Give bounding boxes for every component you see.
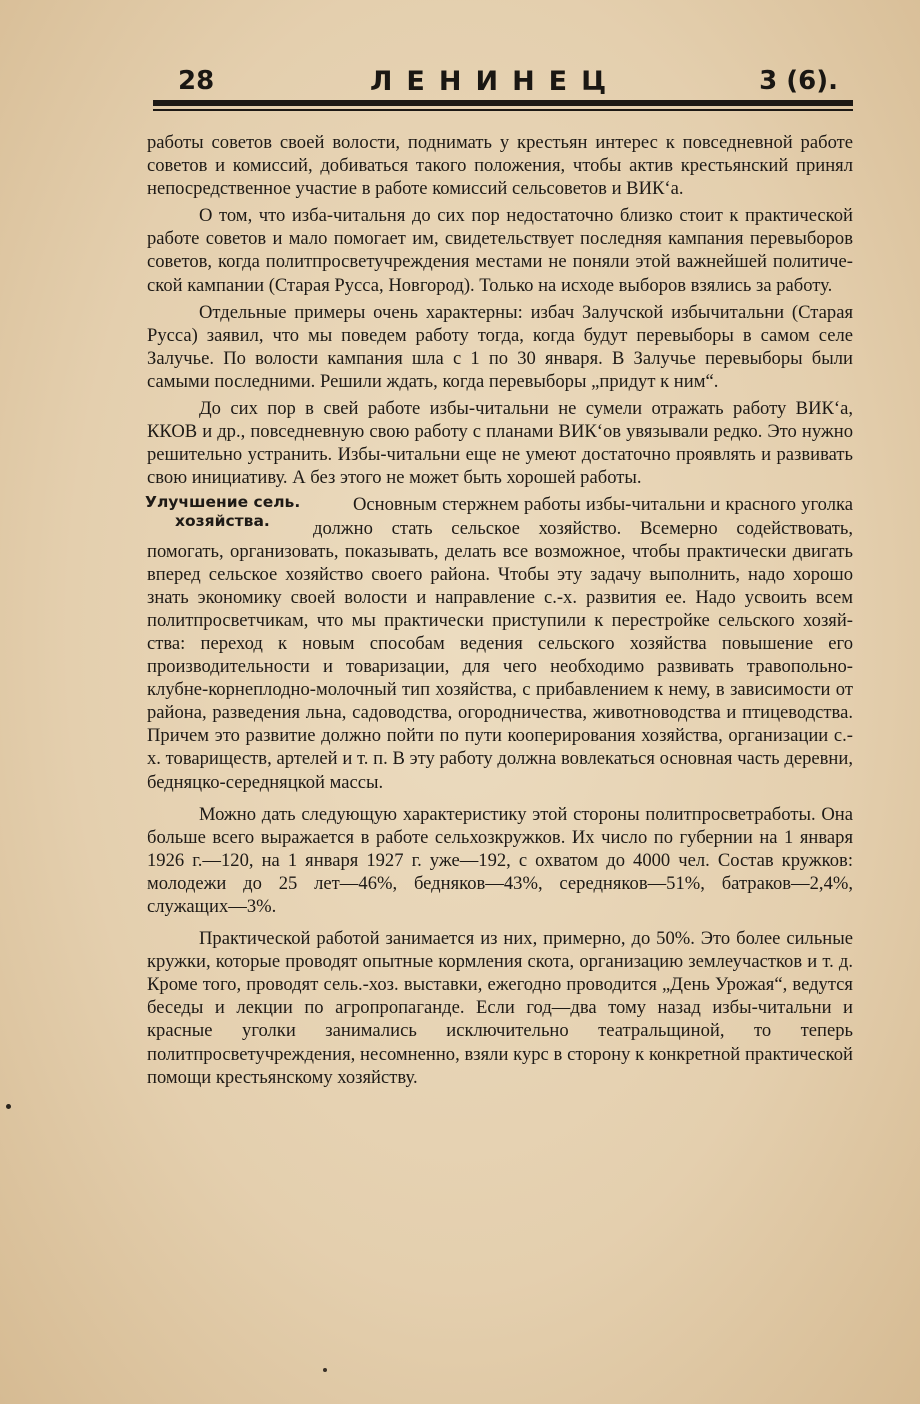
margin-ink-dot: [6, 1104, 11, 1109]
page-number: 28: [178, 66, 215, 96]
paragraph-7: Практической работой занимается из них, примерно, до 50%. Это более сильные кружки, которые проводят опытные кормления скота, организацию землеучастков и т. д. Кроме того, проводят сель.-хоз. выставки, ежегодно проводится „День Урожая“, ведутся беседы и лекции по агропропаганде. Если год—два тому назад избы-читальни и красные уголки занимались исключительно театральщиной, то теперь политпросветучреждения, несомненно, взяли курс в сторону к конкретной практической помощи крестьянскому хозяйству.: [147, 928, 853, 1088]
issue-number: 3 (6).: [759, 66, 838, 96]
paragraph-2: О том, что изба-читальня до сих пор недостаточно близко стоит к практической работе советов и мало помогает им, свидетельствует последняя кампания перевыборов советов, когда политпросветучреждения местами не поняли этой важнейшей политической кампании (Старая Русса, Новгород). Только на исходе выборов взялись за работу.: [147, 205, 853, 296]
page-header: [178, 66, 838, 102]
header-rule-thick: [153, 100, 853, 106]
paragraph-1: работы советов своей волости, поднимать у крестьян интерес к повседневной работе советов и комиссий, добиваться такого положения, чтобы актив крестьянский принял непосредственное участие в работе комиссий сельсоветов и ВИК‘а.: [147, 132, 853, 200]
paragraph-5-rest: Всемерно содействовать, помогать, организовать, показывать, делать все возможное, чтобы практически двигать вперед сельское хозяйство своего района. Чтобы эту задачу выполнить, надо хорошо знать экономику своей волости и направление с.-х. развития ее. Надо усвоить всем политпросветчикам, что мы практически приступили к перестройке сельского хозяйства: переход к новым способам ведения сельского хозяйства повышение его производительности и товаризации, для чего необходимо развивать травопольно-клубне-корнеплодно-молочный тип хозяйства, с прибавлением к нему, в зависимости от района, разведения льна, садоводства, огородничества, животноводства и птицеводства. Причем это развитие должно пойти по пути кооперирования хозяйства, организации с.-х. товариществ, артелей и т. п. В эту работу должна вовлекаться основная часть деревни, бедняцко-середняцкой массы.: [147, 517, 853, 793]
paragraph-6: Можно дать следующую характеристику этой стороны политпросветработы. Она больше всего выражается в работе сельхозкружков. Их число по губернии на 1 января 1926 г.—120, на 1 января 1927 г. уже—192, с охватом до 4000 чел. Состав кружков: молодежи до 25 лет—46%, бедняков—43%, середняков—51%, батраков—2,4%, служащих—3%.: [147, 803, 853, 917]
ink-speck: [323, 1368, 327, 1372]
paragraph-5-lead: Основным стержнем работы избы-читальни и красного уголка должно стать сельское хозяйство.: [313, 494, 853, 539]
side-heading-line-2: хозяйства.: [175, 512, 270, 531]
side-heading-line-1: Улучшение сель.: [145, 493, 301, 512]
paragraph-4: До сих пор в свей работе избы-читальни не сумели отражать работу ВИК‘а, ККОВ и др., повседневную свою работу с планами ВИК‘ов увязывали редко. Это нужно решительно устранить. Избы-читальни еще не умеют достаточно проявлять и развивать свою инициативу. А без этого не может быть хорошей работы.: [147, 398, 853, 489]
article-body: [147, 131, 853, 1093]
section-side-heading: [145, 493, 307, 531]
header-rule-thin: [153, 109, 853, 111]
journal-title: ЛЕНИНЕЦ: [370, 66, 621, 97]
paragraph-5: [147, 493, 853, 793]
paragraph-3: Отдельные примеры очень характерны: избач Залучской избычитальни (Старая Русса) заявил, что мы поведем работу тогда, когда будут перевыборы в самом селе Залучье. По волости кампания шла с 1 по 30 января. В Залучье перевыборы были самыми последними. Решили ждать, когда перевыборы „придут к ним“.: [147, 301, 853, 392]
